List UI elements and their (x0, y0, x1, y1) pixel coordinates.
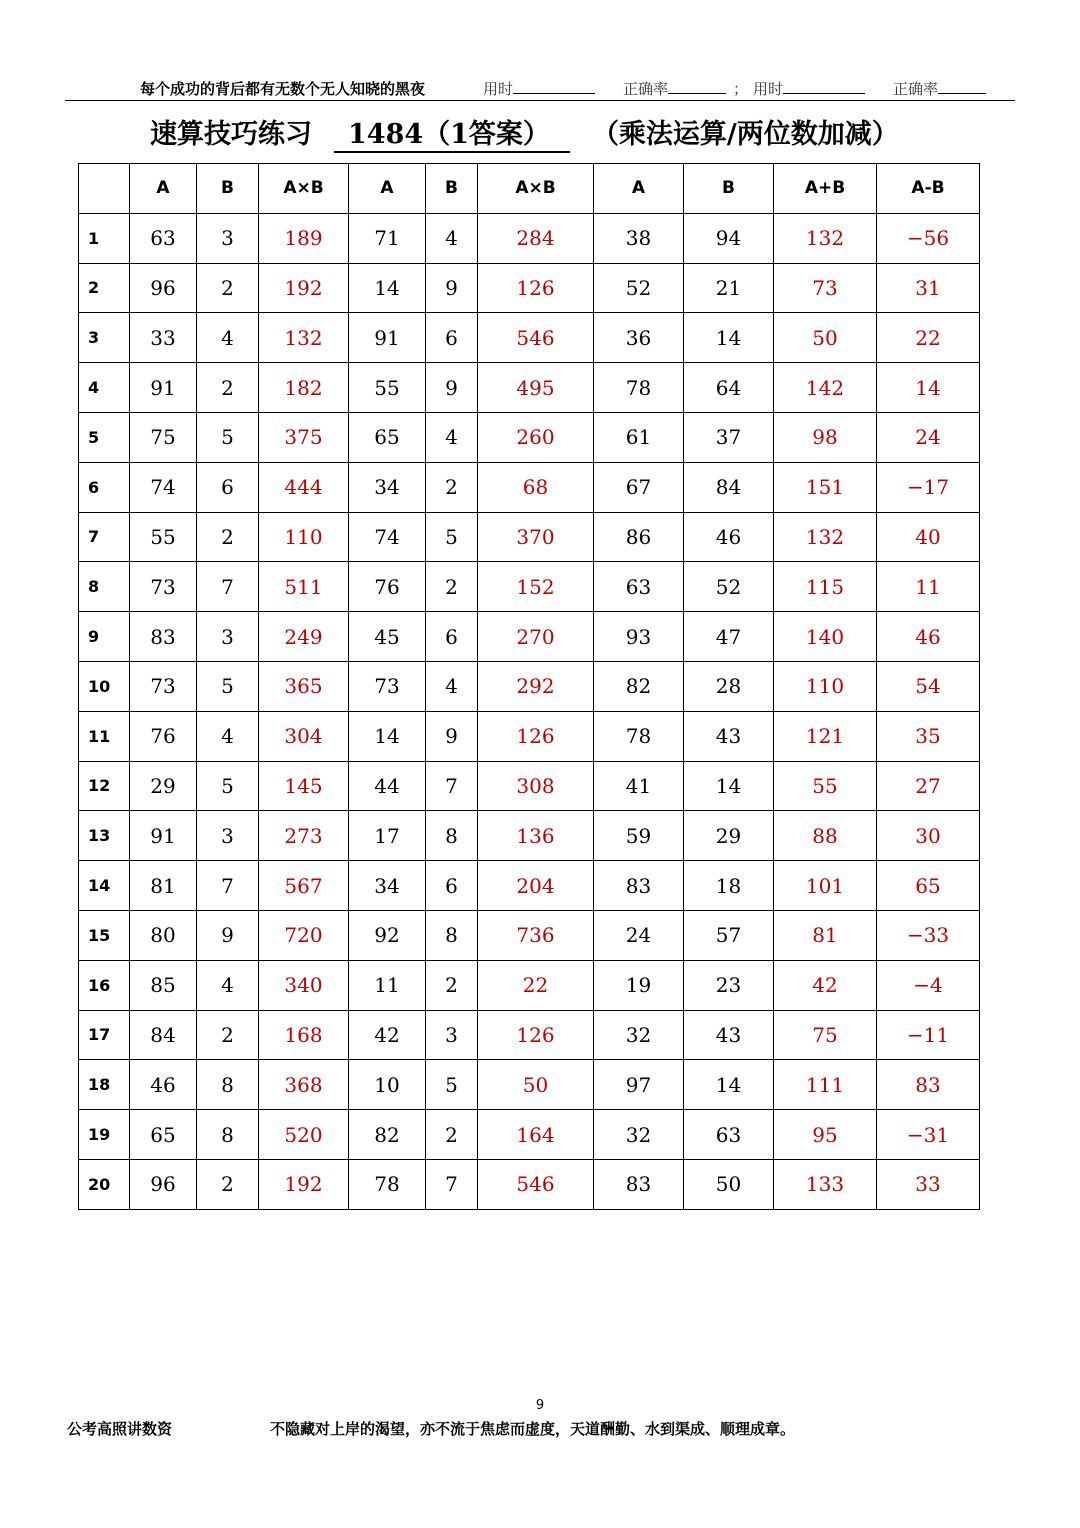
answer-cell: 126 (478, 263, 594, 313)
answer-cell: 736 (478, 910, 594, 960)
answer-cell: 189 (259, 213, 349, 263)
operand-cell: 14 (684, 1060, 774, 1110)
answer-cell: 65 (877, 861, 980, 911)
operand-cell: 59 (594, 811, 684, 861)
row-index: 13 (79, 811, 130, 861)
header-cell: A (130, 164, 197, 214)
operand-cell: 83 (130, 612, 197, 662)
table-row (79, 313, 980, 363)
operand-cell: 8 (197, 1110, 259, 1160)
table-row (79, 1060, 980, 1110)
answer-cell: 55 (774, 761, 877, 811)
answer-cell: 140 (774, 612, 877, 662)
answer-cell: 270 (478, 612, 594, 662)
operand-cell: 23 (684, 960, 774, 1010)
answer-cell: 132 (774, 213, 877, 263)
operand-cell: 78 (349, 1159, 426, 1209)
header-cell: B (684, 164, 774, 214)
accuracy-blank-1 (668, 79, 726, 94)
answer-cell: 375 (259, 412, 349, 462)
answer-cell: 101 (774, 861, 877, 911)
operand-cell: 36 (594, 313, 684, 363)
answer-cell: 31 (877, 263, 980, 313)
answer-cell: −11 (877, 1010, 980, 1060)
page-title (150, 112, 1010, 152)
answer-cell: 546 (478, 313, 594, 363)
row-index: 20 (79, 1159, 130, 1209)
operand-cell: 2 (426, 960, 478, 1010)
operand-cell: 2 (197, 363, 259, 413)
answer-cell: 30 (877, 811, 980, 861)
answer-cell: 260 (478, 412, 594, 462)
operand-cell: 97 (594, 1060, 684, 1110)
operand-cell: 24 (594, 910, 684, 960)
answer-cell: 22 (478, 960, 594, 1010)
operand-cell: 5 (426, 512, 478, 562)
operand-cell: 91 (130, 811, 197, 861)
operand-cell: 73 (349, 661, 426, 711)
header-cell: A (594, 164, 684, 214)
answer-cell: 88 (774, 811, 877, 861)
answer-cell: 11 (877, 562, 980, 612)
answer-cell: 340 (259, 960, 349, 1010)
operand-cell: 29 (684, 811, 774, 861)
answer-cell: 132 (774, 512, 877, 562)
answer-cell: −4 (877, 960, 980, 1010)
operand-cell: 82 (594, 661, 684, 711)
answer-cell: 46 (877, 612, 980, 662)
operand-cell: 2 (197, 1010, 259, 1060)
operand-cell: 73 (130, 661, 197, 711)
table-row (79, 711, 980, 761)
table-header-row (79, 164, 980, 214)
answer-cell: 164 (478, 1110, 594, 1160)
answer-cell: 720 (259, 910, 349, 960)
answer-cell: 495 (478, 363, 594, 413)
answer-cell: 54 (877, 661, 980, 711)
operand-cell: 43 (684, 1010, 774, 1060)
operand-cell: 80 (130, 910, 197, 960)
operand-cell: 28 (684, 661, 774, 711)
answer-cell: 73 (774, 263, 877, 313)
answer-cell: 370 (478, 512, 594, 562)
answer-cell: 192 (259, 1159, 349, 1209)
operand-cell: 83 (594, 1159, 684, 1209)
operand-cell: 2 (426, 562, 478, 612)
operand-cell: 67 (594, 462, 684, 512)
answer-cell: 22 (877, 313, 980, 363)
operand-cell: 2 (197, 1159, 259, 1209)
operand-cell: 5 (197, 661, 259, 711)
answer-cell: 81 (774, 910, 877, 960)
operand-cell: 5 (426, 1060, 478, 1110)
operand-cell: 61 (594, 412, 684, 462)
row-index: 11 (79, 711, 130, 761)
operand-cell: 76 (130, 711, 197, 761)
operand-cell: 19 (594, 960, 684, 1010)
operand-cell: 75 (130, 412, 197, 462)
operand-cell: 84 (684, 462, 774, 512)
answer-cell: 33 (877, 1159, 980, 1209)
answer-cell: 304 (259, 711, 349, 761)
operand-cell: 9 (197, 910, 259, 960)
operand-cell: 92 (349, 910, 426, 960)
operand-cell: 4 (197, 960, 259, 1010)
row-index: 8 (79, 562, 130, 612)
header-motto: 每个成功的背后都有无数个无人知晓的黑夜 (140, 80, 426, 98)
operand-cell: 94 (684, 213, 774, 263)
answer-cell: 284 (478, 213, 594, 263)
operand-cell: 6 (426, 313, 478, 363)
answer-cell: 40 (877, 512, 980, 562)
row-index: 17 (79, 1010, 130, 1060)
answer-cell: 168 (259, 1010, 349, 1060)
operand-cell: 86 (594, 512, 684, 562)
operand-cell: 74 (349, 512, 426, 562)
operand-cell: 2 (426, 1110, 478, 1160)
operand-cell: 4 (197, 313, 259, 363)
operand-cell: 50 (684, 1159, 774, 1209)
operand-cell: 34 (349, 861, 426, 911)
page-header (65, 74, 1015, 101)
footer-right: 不隐藏对上岸的渴望，亦不流于焦虑而虚度，天道酬勤、水到渠成、顺理成章。 (270, 1420, 796, 1438)
operand-cell: 2 (197, 512, 259, 562)
answer-cell: 132 (259, 313, 349, 363)
row-index: 2 (79, 263, 130, 313)
answer-cell: 142 (774, 363, 877, 413)
operand-cell: 96 (130, 263, 197, 313)
table-row (79, 213, 980, 263)
row-index: 15 (79, 910, 130, 960)
operand-cell: 57 (684, 910, 774, 960)
operand-cell: 34 (349, 462, 426, 512)
operand-cell: 81 (130, 861, 197, 911)
answer-cell: 249 (259, 612, 349, 662)
answer-cell: 133 (774, 1159, 877, 1209)
time-field-2 (753, 78, 865, 99)
operand-cell: 4 (426, 661, 478, 711)
answer-cell: 68 (478, 462, 594, 512)
operand-cell: 6 (426, 612, 478, 662)
answer-cell: 24 (877, 412, 980, 462)
header-cell: A+B (774, 164, 877, 214)
operand-cell: 29 (130, 761, 197, 811)
answer-cell: 136 (478, 811, 594, 861)
operand-cell: 46 (130, 1060, 197, 1110)
operand-cell: 4 (426, 412, 478, 462)
answer-cell: 145 (259, 761, 349, 811)
operand-cell: 3 (197, 612, 259, 662)
operand-cell: 74 (130, 462, 197, 512)
answer-cell: 14 (877, 363, 980, 413)
answer-cell: 115 (774, 562, 877, 612)
answer-cell: −33 (877, 910, 980, 960)
row-index: 9 (79, 612, 130, 662)
operand-cell: 18 (684, 861, 774, 911)
operand-cell: 14 (684, 313, 774, 363)
operand-cell: 93 (594, 612, 684, 662)
time-field-1 (483, 78, 595, 99)
row-index: 18 (79, 1060, 130, 1110)
table-row (79, 861, 980, 911)
table-row (79, 412, 980, 462)
table-row (79, 811, 980, 861)
operand-cell: 64 (684, 363, 774, 413)
time-blank-2 (783, 79, 865, 94)
row-index: 3 (79, 313, 130, 363)
operand-cell: 3 (197, 213, 259, 263)
operand-cell: 43 (684, 711, 774, 761)
operand-cell: 7 (197, 861, 259, 911)
answer-cell: 121 (774, 711, 877, 761)
row-index: 14 (79, 861, 130, 911)
operand-cell: 8 (426, 910, 478, 960)
operand-cell: 5 (197, 761, 259, 811)
header-cell: B (197, 164, 259, 214)
operand-cell: 38 (594, 213, 684, 263)
accuracy-field-2 (893, 78, 986, 99)
operand-cell: 41 (594, 761, 684, 811)
operand-cell: 85 (130, 960, 197, 1010)
answer-cell: 126 (478, 711, 594, 761)
answer-cell: −17 (877, 462, 980, 512)
operand-cell: 14 (684, 761, 774, 811)
answer-cell: −31 (877, 1110, 980, 1160)
practice-table (78, 163, 980, 1210)
table-row (79, 1010, 980, 1060)
row-index: 10 (79, 661, 130, 711)
operand-cell: 91 (130, 363, 197, 413)
operand-cell: 7 (197, 562, 259, 612)
answer-cell: 27 (877, 761, 980, 811)
table-row (79, 1110, 980, 1160)
operand-cell: 63 (684, 1110, 774, 1160)
answer-cell: 368 (259, 1060, 349, 1110)
operand-cell: 63 (130, 213, 197, 263)
operand-cell: 2 (197, 263, 259, 313)
operand-cell: 2 (426, 462, 478, 512)
answer-cell: 308 (478, 761, 594, 811)
answer-cell: 151 (774, 462, 877, 512)
time-label-2: 用时 (753, 80, 784, 98)
operand-cell: 44 (349, 761, 426, 811)
header-cell (79, 164, 130, 214)
operand-cell: 14 (349, 711, 426, 761)
operand-cell: 83 (594, 861, 684, 911)
header-cell: A×B (478, 164, 594, 214)
answer-cell: 110 (774, 661, 877, 711)
answer-cell: 292 (478, 661, 594, 711)
operand-cell: 55 (349, 363, 426, 413)
table-row (79, 512, 980, 562)
header-cell: A×B (259, 164, 349, 214)
operand-cell: 6 (197, 462, 259, 512)
answer-cell: 50 (774, 313, 877, 363)
operand-cell: 78 (594, 363, 684, 413)
table-row (79, 661, 980, 711)
time-blank-1 (513, 79, 595, 94)
answer-cell: 126 (478, 1010, 594, 1060)
accuracy-blank-2 (938, 79, 986, 94)
operand-cell: 33 (130, 313, 197, 363)
operand-cell: 76 (349, 562, 426, 612)
row-index: 4 (79, 363, 130, 413)
operand-cell: 84 (130, 1010, 197, 1060)
title-topic: （乘法运算/两位数加减） (591, 119, 899, 150)
operand-cell: 46 (684, 512, 774, 562)
time-label-1: 用时 (483, 80, 514, 98)
header-cell: A (349, 164, 426, 214)
operand-cell: 4 (426, 213, 478, 263)
answer-cell: 95 (774, 1110, 877, 1160)
operand-cell: 5 (197, 412, 259, 462)
answer-cell: 204 (478, 861, 594, 911)
operand-cell: 3 (426, 1010, 478, 1060)
answer-cell: 511 (259, 562, 349, 612)
row-index: 1 (79, 213, 130, 263)
page-number: 9 (535, 1398, 545, 1413)
answer-cell: 546 (478, 1159, 594, 1209)
operand-cell: 96 (130, 1159, 197, 1209)
operand-cell: 52 (594, 263, 684, 313)
operand-cell: 21 (684, 263, 774, 313)
operand-cell: 3 (197, 811, 259, 861)
operand-cell: 45 (349, 612, 426, 662)
answer-cell: 98 (774, 412, 877, 462)
answer-cell: 111 (774, 1060, 877, 1110)
operand-cell: 17 (349, 811, 426, 861)
answer-cell: 192 (259, 263, 349, 313)
accuracy-field-1 (623, 78, 726, 99)
operand-cell: 82 (349, 1110, 426, 1160)
operand-cell: 32 (594, 1110, 684, 1160)
footer-left: 公考高照讲数资 (67, 1420, 173, 1438)
row-index: 6 (79, 462, 130, 512)
field-separator: ； (733, 80, 749, 98)
accuracy-label-2: 正确率 (893, 80, 939, 98)
answer-cell: 42 (774, 960, 877, 1010)
operand-cell: 9 (426, 711, 478, 761)
operand-cell: 91 (349, 313, 426, 363)
row-index: 12 (79, 761, 130, 811)
operand-cell: 9 (426, 363, 478, 413)
accuracy-label-1: 正确率 (623, 80, 669, 98)
operand-cell: 7 (426, 1159, 478, 1209)
operand-cell: 8 (426, 811, 478, 861)
title-code: 1484（1答案） (334, 112, 570, 153)
operand-cell: 4 (197, 711, 259, 761)
answer-cell: 75 (774, 1010, 877, 1060)
answer-cell: 365 (259, 661, 349, 711)
answer-cell: 182 (259, 363, 349, 413)
operand-cell: 14 (349, 263, 426, 313)
table-row (79, 562, 980, 612)
row-index: 7 (79, 512, 130, 562)
answer-cell: 444 (259, 462, 349, 512)
operand-cell: 9 (426, 263, 478, 313)
table-row (79, 960, 980, 1010)
answer-cell: 273 (259, 811, 349, 861)
operand-cell: 32 (594, 1010, 684, 1060)
table-row (79, 462, 980, 512)
row-index: 16 (79, 960, 130, 1010)
operand-cell: 37 (684, 412, 774, 462)
operand-cell: 11 (349, 960, 426, 1010)
table-row (79, 263, 980, 313)
row-index: 19 (79, 1110, 130, 1160)
answer-cell: 110 (259, 512, 349, 562)
table-row (79, 612, 980, 662)
answer-cell: 567 (259, 861, 349, 911)
answer-cell: 520 (259, 1110, 349, 1160)
operand-cell: 71 (349, 213, 426, 263)
operand-cell: 65 (349, 412, 426, 462)
operand-cell: 42 (349, 1010, 426, 1060)
operand-cell: 47 (684, 612, 774, 662)
operand-cell: 6 (426, 861, 478, 911)
operand-cell: 55 (130, 512, 197, 562)
table-body (79, 213, 980, 1209)
answer-cell: 152 (478, 562, 594, 612)
operand-cell: 52 (684, 562, 774, 612)
operand-cell: 7 (426, 761, 478, 811)
answer-cell: −56 (877, 213, 980, 263)
row-index: 5 (79, 412, 130, 462)
title-main: 速算技巧练习 (150, 119, 312, 150)
operand-cell: 78 (594, 711, 684, 761)
table-row (79, 363, 980, 413)
operand-cell: 10 (349, 1060, 426, 1110)
operand-cell: 73 (130, 562, 197, 612)
table-row (79, 761, 980, 811)
table-row (79, 1159, 980, 1209)
operand-cell: 65 (130, 1110, 197, 1160)
answer-cell: 35 (877, 711, 980, 761)
answer-cell: 83 (877, 1060, 980, 1110)
answer-cell: 50 (478, 1060, 594, 1110)
header-cell: A-B (877, 164, 980, 214)
operand-cell: 8 (197, 1060, 259, 1110)
operand-cell: 63 (594, 562, 684, 612)
table-row (79, 910, 980, 960)
header-cell: B (426, 164, 478, 214)
